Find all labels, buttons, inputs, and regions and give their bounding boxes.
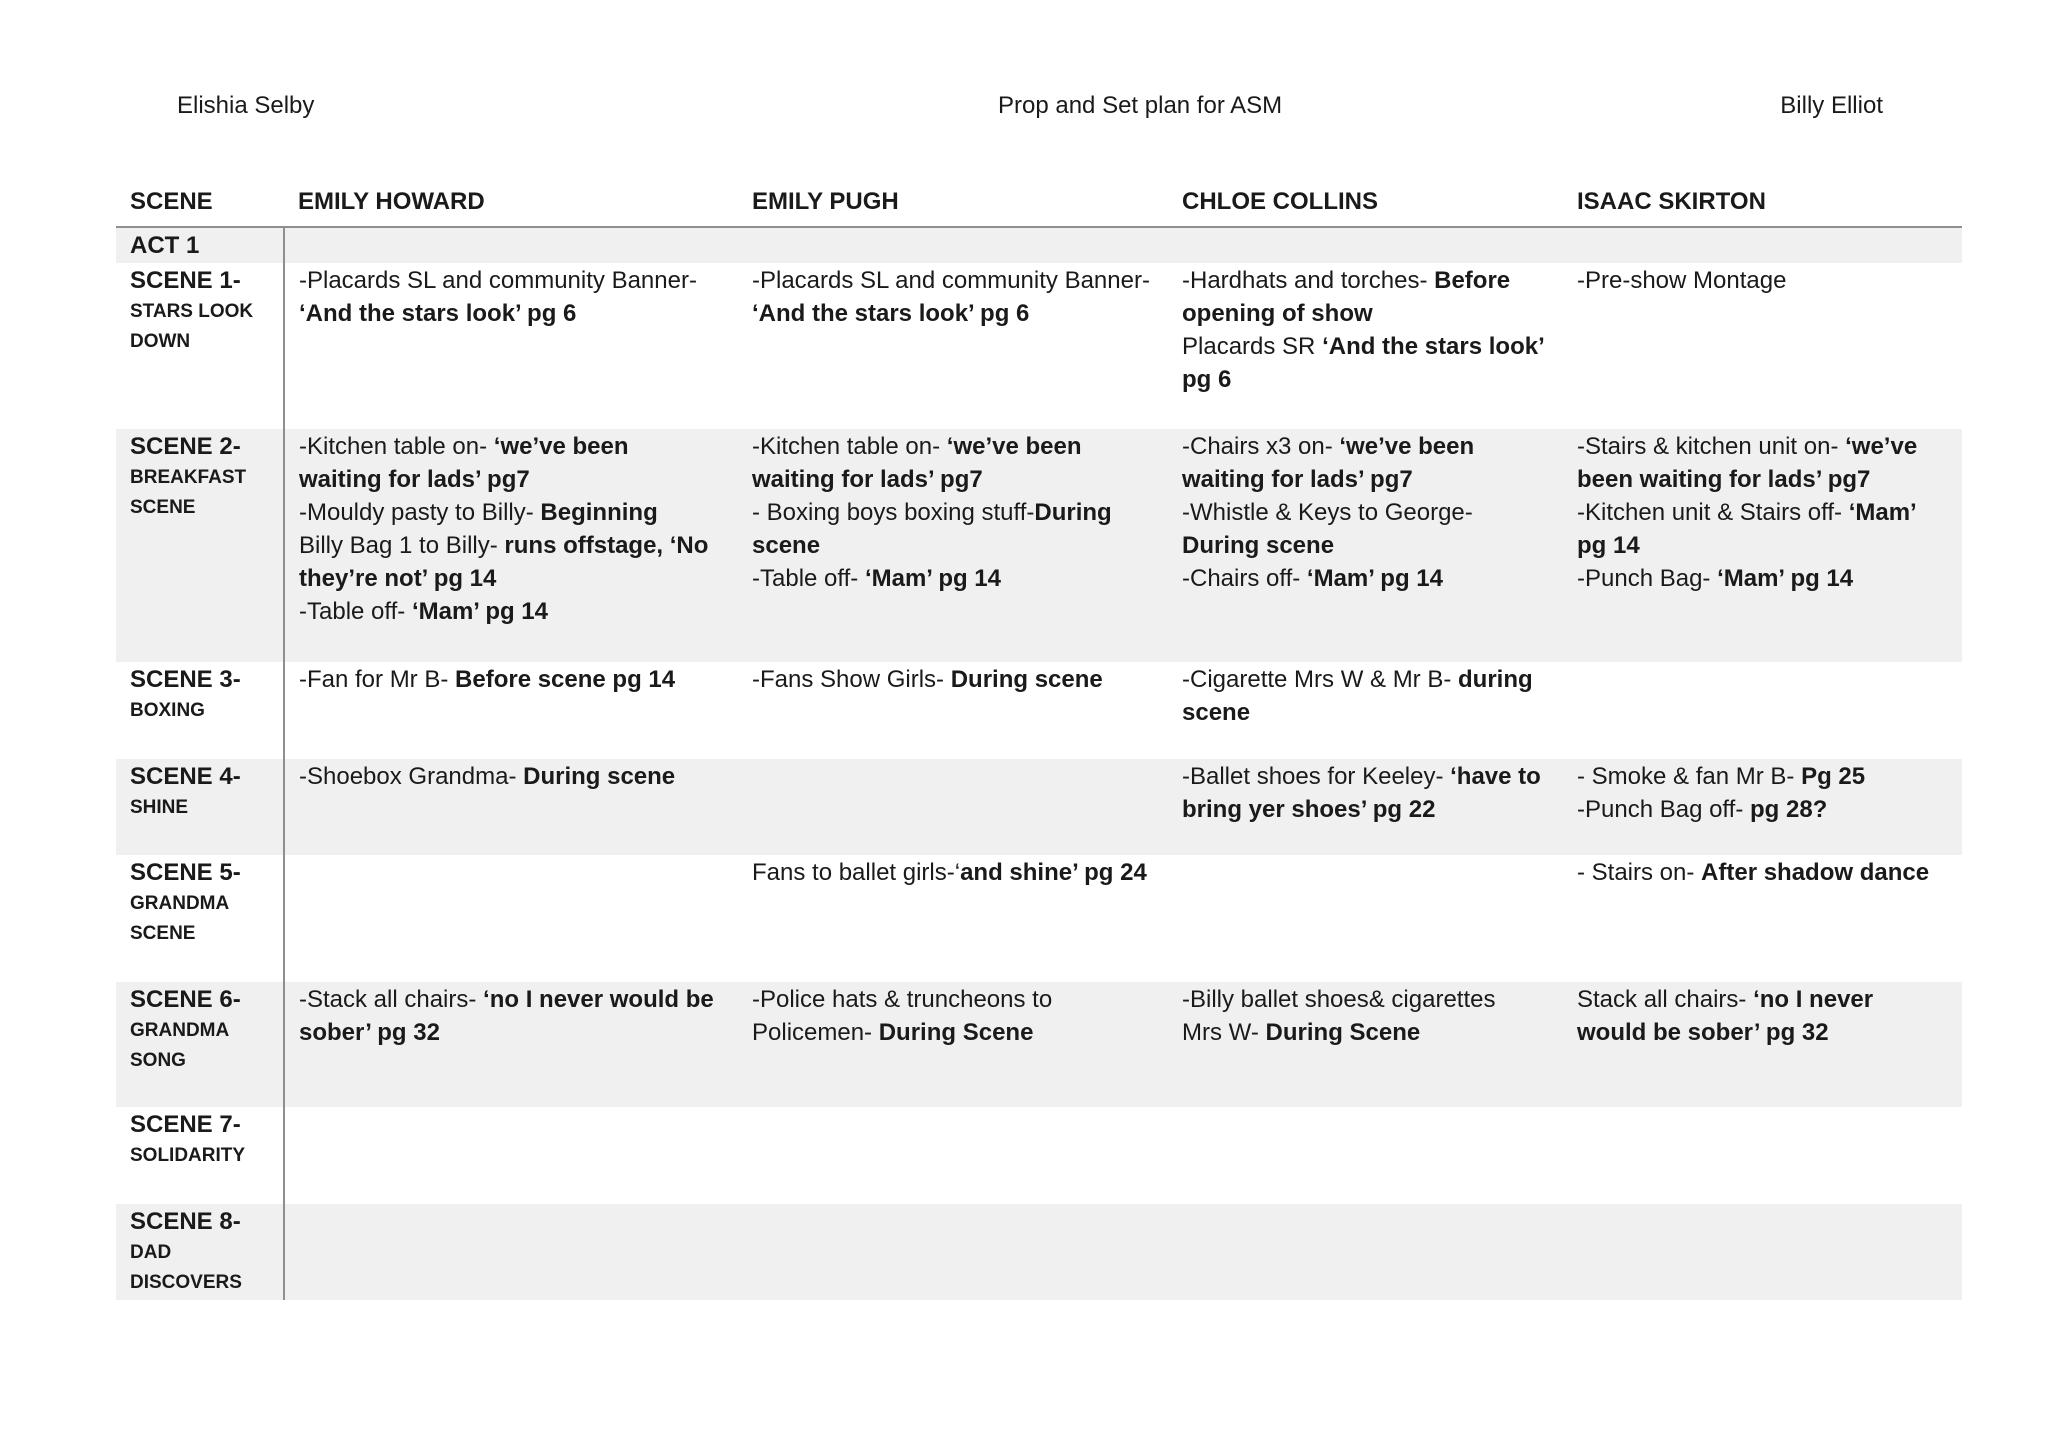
task-text: -Fans Show Girls-: [752, 666, 951, 693]
scene-title: GRANDMA: [130, 1020, 230, 1041]
task-text: -Table off-: [752, 565, 865, 592]
scene-title: SOLIDARITY: [130, 1145, 246, 1166]
task-cell-isaac-skirton: [1563, 759, 1962, 855]
task-cue: During Scene: [1265, 1019, 1421, 1046]
task-line: [752, 1016, 1162, 1049]
task-cell-isaac-skirton: [1563, 855, 1962, 982]
table-row: [116, 429, 1962, 662]
task-cue: ‘we’ve been: [1339, 433, 1475, 460]
column-header-emily-pugh: EMILY PUGH: [738, 170, 1168, 227]
task-line: [299, 760, 732, 793]
task-cell-chloe-collins: [1168, 855, 1563, 982]
task-cell-isaac-skirton: [1563, 1107, 1962, 1204]
task-line: [1182, 330, 1557, 363]
task-line: [1182, 760, 1557, 793]
task-line: [1182, 562, 1557, 595]
task-cell-chloe-collins: [1168, 662, 1563, 759]
task-cue: During Scene: [878, 1019, 1034, 1046]
task-cue: Beginning: [540, 499, 658, 526]
task-line: [752, 264, 1162, 297]
scene-title: DAD: [130, 1242, 172, 1263]
task-text: -Shoebox Grandma-: [299, 763, 524, 790]
task-cue: sober’ pg 32: [299, 1019, 440, 1046]
scene-cell: [116, 263, 284, 429]
task-cell-emily-howard: [284, 982, 738, 1107]
task-line: [299, 430, 732, 463]
scene-cell: [116, 662, 284, 759]
task-cell-emily-pugh: [738, 759, 1168, 855]
task-cell-chloe-collins: [1168, 982, 1563, 1107]
scene-number: SCENE 7-: [130, 1111, 241, 1138]
task-cue: ‘Mam’ pg 14: [1306, 565, 1443, 592]
task-cue: Before: [1434, 267, 1511, 294]
task-cue: ‘no I never: [1753, 986, 1874, 1013]
task-text: -Billy ballet shoes& cigarettes: [1182, 986, 1496, 1013]
task-cue: During scene: [1182, 532, 1335, 559]
task-line: [1577, 562, 1956, 595]
table-row: [116, 759, 1962, 855]
task-cell-isaac-skirton: [1563, 662, 1962, 759]
task-text: -Stairs & kitchen unit on-: [1577, 433, 1846, 460]
scene-title: DISCOVERS: [130, 1272, 242, 1293]
task-cue: waiting for lads’ pg7: [752, 466, 983, 493]
task-line: [1182, 529, 1557, 562]
task-cue: bring yer shoes’ pg 22: [1182, 796, 1436, 823]
task-cue: ‘Mam’: [1848, 499, 1917, 526]
task-cue: waiting for lads’ pg7: [1182, 466, 1413, 493]
task-line: [1577, 983, 1956, 1016]
task-line: [1182, 983, 1557, 1016]
task-text: -Fan for Mr B-: [299, 666, 456, 693]
task-cell-emily-pugh: [738, 662, 1168, 759]
task-text: -Ballet shoes for Keeley-: [1182, 763, 1451, 790]
task-cue: scene: [1182, 699, 1251, 726]
scene-title: BREAKFAST: [130, 467, 247, 488]
task-cell-isaac-skirton: [1563, 429, 1962, 662]
task-cell-emily-howard: [284, 662, 738, 759]
task-cue: ‘have to: [1450, 763, 1541, 790]
author-name: Elishia Selby: [177, 92, 315, 119]
task-line: [1182, 663, 1557, 696]
scene-title: GRANDMA: [130, 893, 230, 914]
scene-cell: [116, 1204, 284, 1300]
show-name: Billy Elliot: [1780, 92, 1883, 119]
task-cell-emily-howard: [284, 855, 738, 982]
task-line: [1182, 793, 1557, 826]
scene-title: DOWN: [130, 331, 191, 352]
task-cue: Before scene pg 14: [455, 666, 676, 693]
scene-title: SHINE: [130, 797, 189, 818]
task-text: -Mouldy pasty to Billy-: [299, 499, 541, 526]
task-line: [299, 264, 732, 297]
task-text: -Hardhats and torches-: [1182, 267, 1435, 294]
task-cell-emily-pugh: [738, 982, 1168, 1107]
scene-title: STARS LOOK: [130, 301, 254, 322]
task-text: Stack all chairs-: [1577, 986, 1754, 1013]
task-cue: ‘we’ve: [1845, 433, 1918, 460]
scene-number: SCENE 1-: [130, 267, 241, 294]
task-line: [299, 529, 732, 562]
scene-cell: [116, 855, 284, 982]
task-text: - Smoke & fan Mr B-: [1577, 763, 1802, 790]
scene-cell: [116, 759, 284, 855]
scene-number: SCENE 8-: [130, 1208, 241, 1235]
task-cue: opening of show: [1182, 300, 1373, 327]
task-cue: been waiting for lads’ pg7: [1577, 466, 1871, 493]
task-cell-isaac-skirton: [1563, 982, 1962, 1107]
act-row: [116, 227, 1962, 263]
scene-cell: [116, 1107, 284, 1204]
task-cue: ‘Mam’ pg 14: [411, 598, 548, 625]
task-cell-emily-howard: [284, 1107, 738, 1204]
task-line: [1577, 496, 1956, 529]
task-cue: Pg 25: [1801, 763, 1866, 790]
scene-cell: [116, 429, 284, 662]
scene-title: SCENE: [130, 923, 196, 944]
scene-number: SCENE 2-: [130, 433, 241, 460]
task-cell-isaac-skirton: [1563, 1204, 1962, 1300]
task-line: [299, 562, 732, 595]
scene-number: SCENE 3-: [130, 666, 241, 693]
task-cue: After shadow dance: [1701, 859, 1930, 886]
task-cue: ‘no I never would be: [483, 986, 714, 1013]
scene-number: SCENE 5-: [130, 859, 241, 886]
task-cue: ‘Mam’ pg 14: [864, 565, 1001, 592]
task-line: [752, 496, 1162, 529]
column-header-emily-howard: EMILY HOWARD: [284, 170, 738, 227]
document-header: [0, 88, 2048, 124]
task-text: -Placards SL and community Banner-: [752, 267, 1150, 294]
scene-title: SCENE: [130, 497, 196, 518]
task-cell-isaac-skirton: [1563, 263, 1962, 429]
task-cell-emily-howard: [284, 1204, 738, 1300]
task-line: [1577, 529, 1956, 562]
task-line: [752, 297, 1162, 330]
task-cell-emily-pugh: [738, 429, 1168, 662]
task-line: [1182, 696, 1557, 729]
task-line: [1182, 1016, 1557, 1049]
task-cue: and shine’ pg 24: [960, 859, 1147, 886]
table-header-row: [116, 170, 1962, 227]
task-line: [752, 562, 1162, 595]
task-text: -Chairs off-: [1182, 565, 1307, 592]
task-line: [1182, 363, 1557, 396]
column-header-isaac-skirton: ISAAC SKIRTON: [1563, 170, 1962, 227]
task-cell-emily-howard: [284, 263, 738, 429]
task-line: [1182, 496, 1557, 529]
task-line: [299, 663, 732, 696]
task-line: [752, 430, 1162, 463]
task-line: [299, 496, 732, 529]
prop-set-plan-table: [116, 170, 1962, 1300]
act-label: ACT 1: [130, 232, 200, 259]
task-cell-chloe-collins: [1168, 759, 1563, 855]
scene-number: SCENE 4-: [130, 763, 241, 790]
table-row: [116, 662, 1962, 759]
task-cell-emily-pugh: [738, 1204, 1168, 1300]
task-line: [1577, 463, 1956, 496]
column-header-scene: SCENE: [116, 170, 284, 227]
task-line: [752, 983, 1162, 1016]
task-text: - Boxing boys boxing stuff-: [752, 499, 1035, 526]
task-text: -Whistle & Keys to George-: [1182, 499, 1473, 526]
task-line: [1577, 430, 1956, 463]
task-text: -Punch Bag off-: [1577, 796, 1750, 823]
task-text: -Punch Bag-: [1577, 565, 1718, 592]
task-text: -Chairs x3 on-: [1182, 433, 1340, 460]
column-header-chloe-collins: CHLOE COLLINS: [1168, 170, 1563, 227]
task-line: [752, 529, 1162, 562]
task-line: [1577, 264, 1956, 297]
task-cue: would be sober’ pg 32: [1577, 1019, 1829, 1046]
task-line: [299, 463, 732, 496]
task-cue: pg 14: [1577, 532, 1640, 559]
task-cue: scene: [752, 532, 821, 559]
task-cell-emily-pugh: [738, 1107, 1168, 1204]
table-row: [116, 1204, 1962, 1300]
document-title: Prop and Set plan for ASM: [998, 92, 1283, 119]
task-text: Policemen-: [752, 1019, 879, 1046]
scene-number: SCENE 6-: [130, 986, 241, 1013]
task-cue: ‘Mam’ pg 14: [1717, 565, 1854, 592]
task-cue: waiting for lads’ pg7: [299, 466, 530, 493]
task-line: [752, 663, 1162, 696]
task-line: [752, 463, 1162, 496]
task-cell-chloe-collins: [1168, 263, 1563, 429]
task-cue: ‘we’ve been: [493, 433, 629, 460]
task-cue: During scene: [950, 666, 1103, 693]
task-cue: ‘we’ve been: [946, 433, 1082, 460]
task-text: Placards SR: [1182, 333, 1323, 360]
task-cue: ‘And the stars look’: [1322, 333, 1545, 360]
task-cell-emily-howard: [284, 429, 738, 662]
task-line: [752, 856, 1162, 889]
task-text: -Placards SL and community Banner-: [299, 267, 697, 294]
task-line: [1182, 264, 1557, 297]
task-line: [299, 1016, 732, 1049]
table-row: [116, 1107, 1962, 1204]
task-text: -Cigarette Mrs W & Mr B-: [1182, 666, 1459, 693]
table-row: [116, 982, 1962, 1107]
task-cue: ‘And the stars look’ pg 6: [752, 300, 1030, 327]
task-text: -Stack all chairs-: [299, 986, 484, 1013]
task-cell-chloe-collins: [1168, 1107, 1563, 1204]
task-cue: pg 6: [1182, 366, 1232, 393]
task-line: [1577, 793, 1956, 826]
task-text: -Police hats & truncheons to: [752, 986, 1053, 1013]
scene-title: SONG: [130, 1050, 186, 1071]
task-line: [1577, 760, 1956, 793]
task-line: [1182, 430, 1557, 463]
task-line: [299, 983, 732, 1016]
task-text: Mrs W-: [1182, 1019, 1266, 1046]
task-cell-emily-howard: [284, 759, 738, 855]
task-line: [299, 297, 732, 330]
table-row: [116, 263, 1962, 429]
task-text: - Stairs on-: [1577, 859, 1702, 886]
task-cue: they’re not’ pg 14: [299, 565, 497, 592]
task-cue: during: [1458, 666, 1533, 693]
task-cue: pg 28?: [1750, 796, 1828, 823]
task-cue: During: [1034, 499, 1112, 526]
task-cell-emily-pugh: [738, 263, 1168, 429]
task-text: -Pre-show Montage: [1577, 267, 1787, 294]
task-cue: ‘And the stars look’ pg 6: [299, 300, 577, 327]
table-row: [116, 855, 1962, 982]
task-line: [1577, 856, 1956, 889]
task-text: -Kitchen unit & Stairs off-: [1577, 499, 1849, 526]
task-text: Fans to ballet girls-‘: [752, 859, 961, 886]
scene-title: BOXING: [130, 700, 205, 721]
task-line: [1577, 1016, 1956, 1049]
task-text: -Kitchen table on-: [299, 433, 494, 460]
task-text: -Kitchen table on-: [752, 433, 947, 460]
task-line: [1182, 463, 1557, 496]
task-cue: runs offstage, ‘No: [504, 532, 709, 559]
task-cue: During scene: [523, 763, 676, 790]
task-cell-chloe-collins: [1168, 1204, 1563, 1300]
task-line: [299, 595, 732, 628]
task-line: [1182, 297, 1557, 330]
task-text: Billy Bag 1 to Billy-: [299, 532, 505, 559]
scene-cell: [116, 982, 284, 1107]
task-cell-emily-pugh: [738, 855, 1168, 982]
task-cell-chloe-collins: [1168, 429, 1563, 662]
task-text: -Table off-: [299, 598, 412, 625]
